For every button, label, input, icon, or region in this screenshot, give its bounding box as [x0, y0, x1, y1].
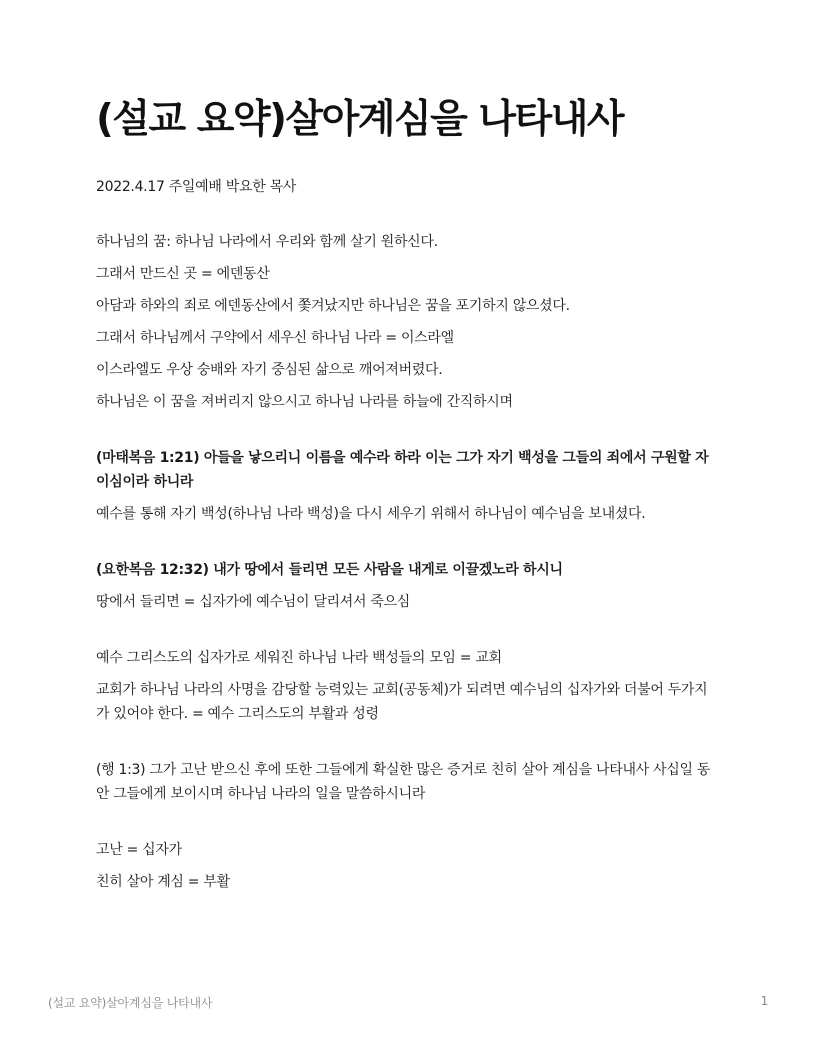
body-paragraph: 교회가 하나님 나라의 사명을 감당할 능력있는 교회(공동체)가 되려면 예수님의 십자가와 더불어 두가지가 있어야 한다. = 예수 그리스도의 부활과 성령 — [96, 682, 708, 722]
body-paragraph: 예수 그리스도의 십자가로 세워진 하나님 나라 백성들의 모임 = 교회 — [96, 650, 502, 666]
body-paragraph: 그래서 만드신 곳 = 에덴동산 — [96, 266, 270, 282]
sermon-body — [96, 230, 720, 894]
page-footer — [48, 994, 768, 1012]
page-content — [96, 94, 720, 902]
scripture-quote: (마태복음 1:21) 아들을 낳으리니 이름을 예수라 하라 이는 그가 자기 백성을 그들의 죄에서 구원할 자이심이라 하니라 — [96, 450, 709, 490]
body-paragraph: 하나님은 이 꿈을 져버리지 않으시고 하나님 나라를 하늘에 간직하시며 — [96, 394, 513, 410]
footer-title: (설교 요약)살아계심을 나타내사 — [48, 996, 213, 1010]
body-paragraph: 고난 = 십자가 — [96, 842, 182, 858]
scripture-quote: (요한복음 12:32) 내가 땅에서 들리면 모든 사람을 내게로 이끌겠노라 하시니 — [96, 562, 563, 578]
body-paragraph: 그래서 하나님께서 구약에서 세우신 하나님 나라 = 이스라엘 — [96, 330, 454, 346]
page-title: (설교 요약)살아계심을 나타내사 — [96, 97, 624, 142]
body-paragraph: 땅에서 들리면 = 십자가에 예수님이 달리셔서 죽으심 — [96, 594, 411, 610]
body-paragraph: 아담과 하와의 죄로 에덴동산에서 쫓겨났지만 하나님은 꿈을 포기하지 않으셨다. — [96, 298, 570, 314]
body-paragraph: 이스라엘도 우상 숭배와 자기 중심된 삶으로 깨어져버렸다. — [96, 362, 443, 378]
body-paragraph: 친히 살아 계심 = 부활 — [96, 874, 230, 890]
body-paragraph: 하나님의 꿈: 하나님 나라에서 우리와 함께 살기 원하신다. — [96, 234, 438, 250]
body-paragraph: (행 1:3) 그가 고난 받으신 후에 또한 그들에게 확실한 많은 증거로 친히 살아 계심을 나타내사 사십일 동안 그들에게 보이시며 하나님 나라의 일을 말씀하시니라 — [96, 762, 711, 802]
sermon-meta: 2022.4.17 주일예배 박요한 목사 — [96, 179, 297, 195]
body-paragraph: 예수를 통해 자기 백성(하나님 나라 백성)을 다시 세우기 위해서 하나님이 예수님을 보내셨다. — [96, 506, 646, 522]
page-number: 1 — [760, 994, 768, 1008]
